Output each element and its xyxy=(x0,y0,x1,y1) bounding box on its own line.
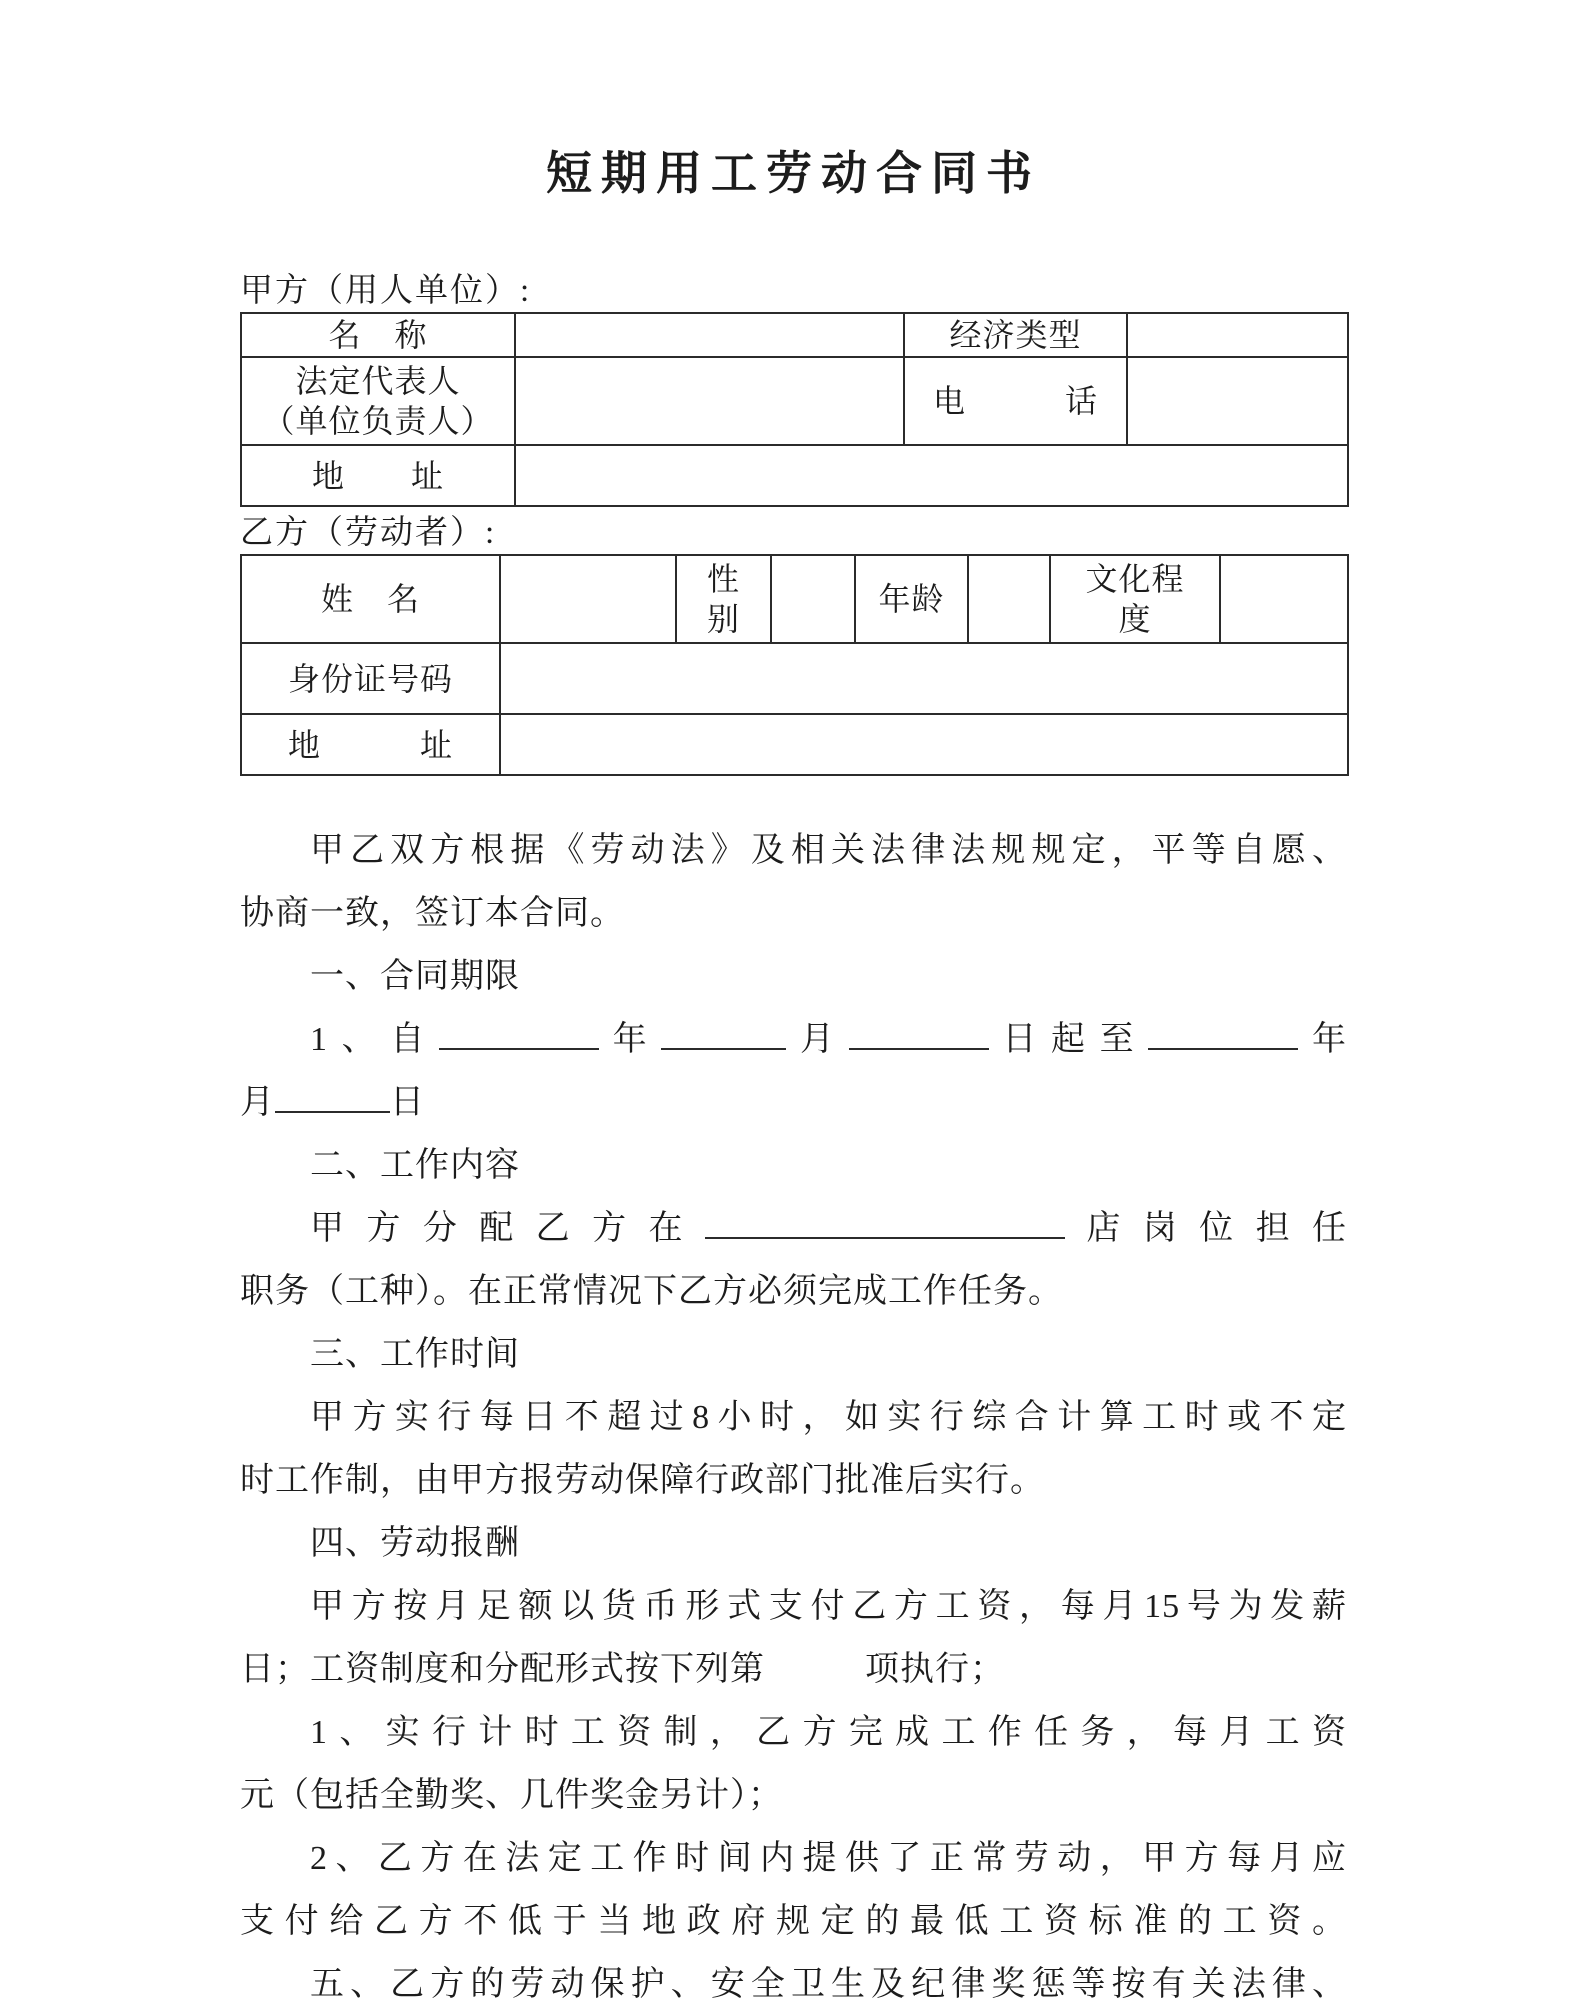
party-a-phone-label-cell: 电 话 xyxy=(904,357,1127,445)
term-text-7: 日 xyxy=(390,1084,425,1121)
contract-line-term-dates-2 xyxy=(240,1071,1347,1134)
legal-rep-label-line2: （单位负责人） xyxy=(262,403,494,439)
table-row xyxy=(241,445,1348,506)
term-text-2: 年 xyxy=(599,1021,662,1058)
party-a-address-value-cell xyxy=(515,445,1348,506)
blank-workplace xyxy=(705,1203,1065,1239)
party-b-gender-label-cell xyxy=(676,555,771,643)
gender-label-line2: 别 xyxy=(706,601,740,637)
contract-heading-work-content: 二、工作内容 xyxy=(310,1147,520,1184)
party-a-legal-rep-value-cell xyxy=(515,357,904,445)
document-title: 短期用工劳动合同书 xyxy=(546,148,1041,199)
party-b-edu-label-cell xyxy=(1050,555,1220,643)
party-b-address-value-cell xyxy=(500,714,1348,775)
contract-line-intro-2: 协商一致，签订本合同。 xyxy=(240,895,625,932)
assignment-text-1: 甲方分配乙方在 xyxy=(310,1210,705,1247)
contract-line-pay-1: 甲方按月足额以货币形式支付乙方工资，每月15号为发薪 xyxy=(310,1588,1347,1625)
table-row xyxy=(241,643,1348,714)
contract-line-intro-1: 甲乙双方根据《劳动法》及相关法律法规规定，平等自愿、 xyxy=(310,832,1347,869)
party-a-phone-value-cell xyxy=(1127,357,1348,445)
blank-year-end xyxy=(1148,1014,1298,1050)
contract-heading-work-hours: 三、工作时间 xyxy=(310,1336,520,1373)
assignment-text-2: 店岗位担任 xyxy=(1064,1210,1348,1247)
party-b-name-label-cell: 姓 名 xyxy=(241,555,500,643)
party-a-address-label-cell: 地 址 xyxy=(241,445,515,506)
table-row xyxy=(241,313,1348,357)
party-a-label: 甲方（用人单位）: xyxy=(240,273,532,309)
contract-line-pay-2 xyxy=(240,1638,1347,1701)
party-b-age-label-cell: 年龄 xyxy=(855,555,968,643)
contract-line-term-dates xyxy=(240,1008,1347,1071)
party-b-gender-value-cell xyxy=(771,555,855,643)
party-b-age-value-cell xyxy=(968,555,1050,643)
contract-line-hours-1: 甲方实行每日不超过8小时，如实行综合计算工时或不定 xyxy=(310,1399,1347,1436)
party-a-table xyxy=(240,312,1349,507)
party-a-name-value-cell xyxy=(515,313,904,357)
blank-day-start xyxy=(849,1014,989,1050)
term-text-6: 月 xyxy=(240,1084,275,1121)
term-text-3: 月 xyxy=(786,1021,849,1058)
edu-label-line1: 文化程 xyxy=(1085,561,1185,597)
contract-line-minimum-wage-2: 支付给乙方不低于当地政府规定的最低工资标准的工资。 xyxy=(240,1903,1347,1940)
party-b-edu-value-cell xyxy=(1220,555,1348,643)
party-b-name-value-cell xyxy=(500,555,676,643)
table-row xyxy=(241,714,1348,775)
term-text-1: 1、自 xyxy=(310,1021,439,1058)
term-text-5: 年 xyxy=(1298,1021,1348,1058)
contract-line-work-assignment-2: 职务（工种）。在正常情况下乙方必须完成工作任务。 xyxy=(240,1273,1063,1310)
party-a-name-label-cell: 名 称 xyxy=(241,313,515,357)
edu-label-line2: 度 xyxy=(1118,601,1152,637)
party-b-id-label-cell: 身份证号码 xyxy=(241,643,500,714)
contract-line-minimum-wage-1: 2、乙方在法定工作时间内提供了正常劳动，甲方每月应 xyxy=(310,1840,1347,1877)
blank-year-start xyxy=(439,1014,599,1050)
party-b-label: 乙方（劳动者）: xyxy=(240,515,497,551)
contract-line-hourly-wage-1: 1、实行计时工资制，乙方完成工作任务，每月工资 xyxy=(310,1714,1347,1751)
table-row xyxy=(241,555,1348,643)
party-b-address-label-cell: 地 址 xyxy=(241,714,500,775)
blank-month-start xyxy=(661,1014,786,1050)
contract-line-work-assignment xyxy=(240,1197,1347,1260)
blank-clause-number xyxy=(765,1646,865,1680)
pay-text-2: 项执行； xyxy=(865,1651,1005,1688)
party-a-legal-rep-label-cell xyxy=(241,357,515,445)
contract-heading-pay: 四、劳动报酬 xyxy=(310,1525,520,1562)
party-a-econ-type-label-cell: 经济类型 xyxy=(904,313,1127,357)
term-text-4: 日起至 xyxy=(988,1021,1149,1058)
contract-heading-term: 一、合同期限 xyxy=(310,958,520,995)
gender-label-line1: 性 xyxy=(706,561,740,597)
contract-line-hourly-wage-2: 元（包括全勤奖、几件奖金另计）； xyxy=(240,1777,783,1814)
party-b-table xyxy=(240,554,1349,776)
table-row xyxy=(241,357,1348,445)
pay-text-1: 日；工资制度和分配形式按下列第 xyxy=(240,1651,765,1688)
party-b-id-value-cell xyxy=(500,643,1348,714)
party-a-econ-type-value-cell xyxy=(1127,313,1348,357)
blank-day-end xyxy=(275,1077,390,1113)
contract-body xyxy=(240,819,1347,2003)
contract-heading-protection: 五、乙方的劳动保护、安全卫生及纪律奖惩等按有关法律、 xyxy=(310,1966,1347,2003)
legal-rep-label-line1: 法定代表人 xyxy=(295,363,461,399)
contract-line-hours-2: 时工作制，由甲方报劳动保障行政部门批准后实行。 xyxy=(240,1462,1045,1499)
